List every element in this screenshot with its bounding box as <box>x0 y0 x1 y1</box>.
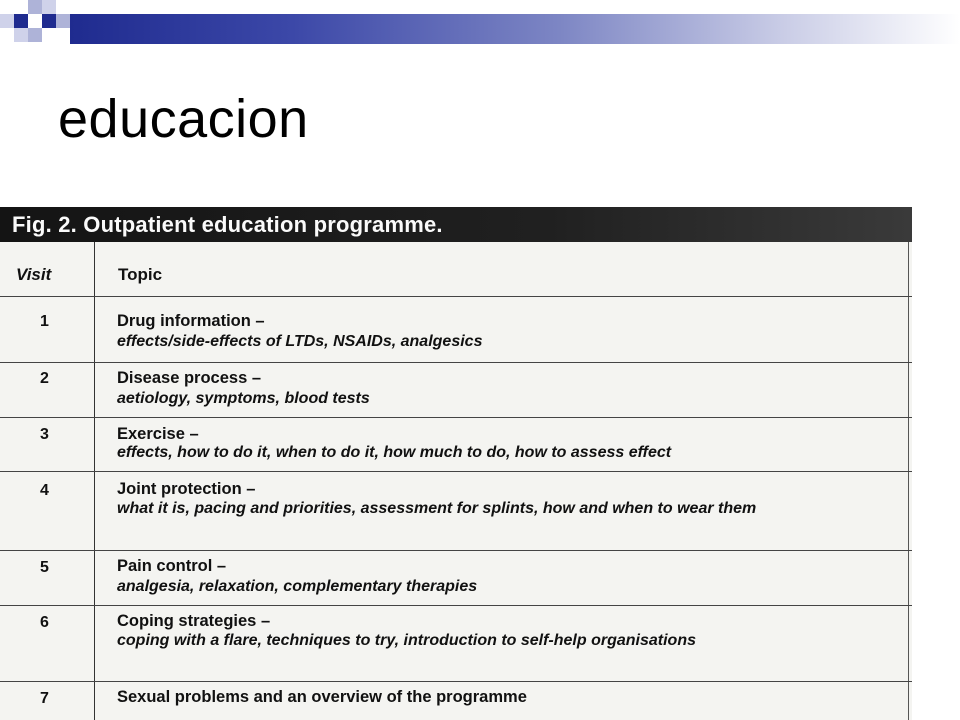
topic-title: Drug information – <box>117 312 265 330</box>
topic-description: aetiology, symptoms, blood tests <box>117 390 370 407</box>
square-dark <box>14 14 28 28</box>
row-divider <box>0 605 912 606</box>
scanned-figure <box>0 207 912 720</box>
square-light <box>56 14 70 28</box>
topic-description: effects, how to do it, when to do it, how much to do, how to assess effect <box>117 444 672 461</box>
square-light <box>42 0 56 14</box>
visit-number: 6 <box>40 614 49 631</box>
table-right-border <box>908 242 909 720</box>
square-dark <box>42 14 56 28</box>
topic-title: Pain control – <box>117 557 227 575</box>
row-divider <box>0 296 912 297</box>
visit-number: 4 <box>40 482 49 499</box>
topic-description: effects/side-effects of LTDs, NSAIDs, analgesics <box>117 333 483 350</box>
topic-title: Coping strategies – <box>117 612 271 630</box>
visit-number: 5 <box>40 559 49 576</box>
column-divider <box>94 242 95 720</box>
title-gradient-bar <box>70 14 960 44</box>
row-divider <box>0 362 912 363</box>
topic-description: what it is, pacing and priorities, assessment for splints, how and when to wear them <box>117 500 757 517</box>
row-divider <box>0 471 912 472</box>
square-light <box>28 28 42 42</box>
column-header-topic: Topic <box>118 265 163 284</box>
visit-number: 3 <box>40 426 49 443</box>
row-divider <box>0 550 912 551</box>
row-divider <box>0 681 912 682</box>
visit-number: 7 <box>40 690 49 707</box>
slide-title: educacion <box>58 89 309 149</box>
figure-title: Fig. 2. Outpatient education programme. <box>0 207 912 242</box>
row-divider <box>0 417 912 418</box>
topic-title: Sexual problems and an overview of the programme <box>117 688 527 706</box>
square-light <box>28 0 42 14</box>
topic-description: coping with a flare, techniques to try, introduction to self-help organisations <box>117 632 696 649</box>
column-header-visit: Visit <box>16 265 52 284</box>
visit-number: 1 <box>40 313 49 330</box>
topic-title: Exercise – <box>117 425 199 443</box>
square-light <box>14 28 28 42</box>
topic-description: analgesia, relaxation, complementary therapies <box>117 578 478 595</box>
visit-number: 2 <box>40 370 49 387</box>
topic-title: Joint protection – <box>117 480 256 498</box>
square-light <box>0 14 14 28</box>
topic-title: Disease process – <box>117 369 262 387</box>
